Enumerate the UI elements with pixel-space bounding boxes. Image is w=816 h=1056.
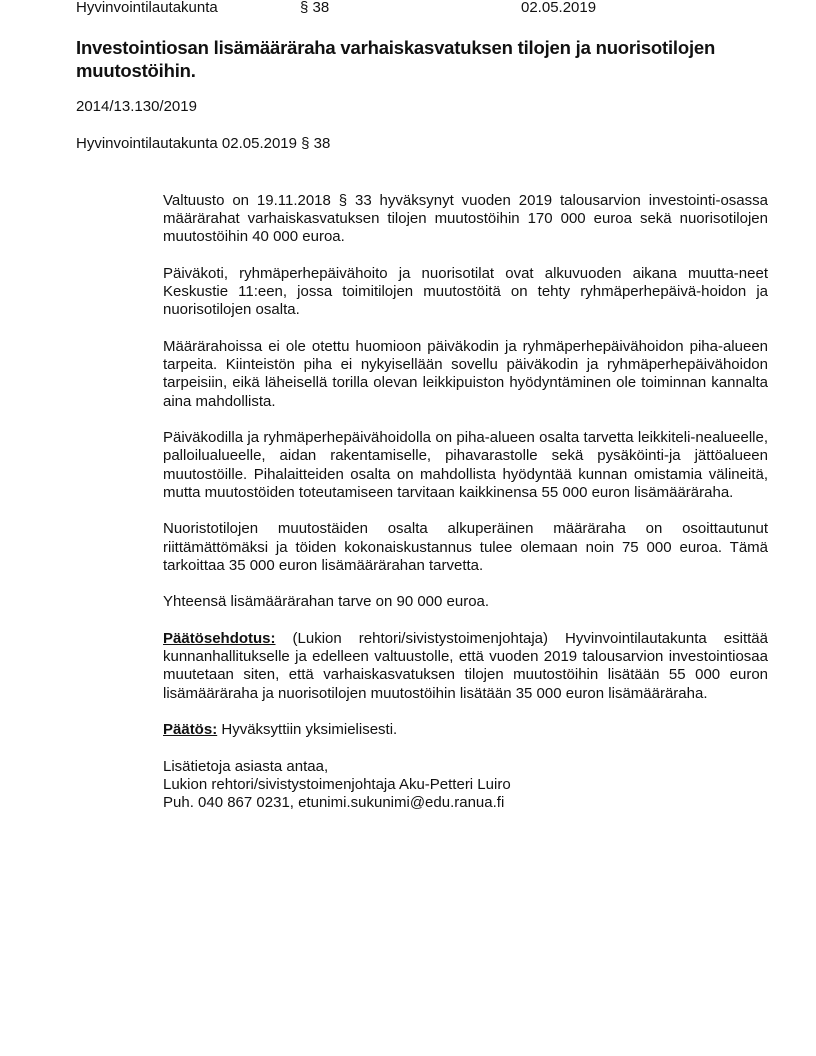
contact-intro: Lisätietoja asiasta antaa, <box>163 757 329 775</box>
decision-text: Hyväksyttiin yksimielisesti. <box>217 721 398 739</box>
paragraph-yard-needs: Määrärahoissa ei ole otettu huomioon päiväkodin ja ryhmäperhepäivähoidon piha-alueen tarpeita. Kiinteistön piha ei nykyisellään sovellu päiväkodin ja ryhmäperhepäivähoidon tarpeisiin, eikä läheisellä torilla olevan leikkipuiston hyödyntäminen ole toiminnan kannalta aina mahdollista. <box>163 338 768 410</box>
header-body-name: Hyvinvointilautakunta <box>76 0 218 16</box>
contact-info <box>163 758 768 813</box>
proposal-text: (Lukion rehtori/sivistystoimenjohtaja) Hyvinvointilautakunta esittää kunnanhallitukselle ja edelleen valtuustolle, että vuoden 2019 talousarvion investointiosaa muutetaan siten, että varhaiskasvatuksen tilojen muutostöihin lisätään 55 000 euron lisämääräraha ja nuorisotilojen muutostöihin lisätään 35 000 euron lisämääräraha. <box>163 630 768 702</box>
decision-paragraph <box>163 721 768 739</box>
document-title: Investointiosan lisämääräraha varhaiskasvatuksen tilojen ja nuorisotilojen muutostöihin. <box>76 37 716 81</box>
paragraph-youth-costs: Nuoristotilojen muutostäiden osalta alkuperäinen määräraha on osoittautunut riittämättömäksi ja töiden kokonaiskustannus tulee olemaan noin 75 000 euroa. Tämä tarkoittaa 35 000 euron lisämäärärahan tarvetta. <box>163 520 768 574</box>
contact-phone-email: Puh. 040 867 0231, etunimi.sukunimi@edu.ranua.fi <box>163 794 505 812</box>
decision-label: Päätös: <box>163 721 218 739</box>
document-body <box>163 192 768 812</box>
meeting-reference: Hyvinvointilautakunta 02.05.2019 § 38 <box>76 135 331 152</box>
header-date: 02.05.2019 <box>521 0 597 16</box>
contact-person: Lukion rehtori/sivistystoimenjohtaja Aku-Petteri Luiro <box>163 776 511 793</box>
paragraph-relocation: Päiväkoti, ryhmäperhepäivähoito ja nuorisotilat ovat alkuvuoden aikana muutta-neet Keskustie 11:een, jossa toimitilojen muutostöitä on tehty ryhmäperhepäivä-hoidon ja nuorisotilojen osalta. <box>163 265 768 319</box>
proposal-label: Päätösehdotus: <box>163 630 276 647</box>
paragraph-total: Yhteensä lisämäärärahan tarve on 90 000 euroa. <box>163 593 490 611</box>
diary-number: 2014/13.130/2019 <box>76 98 197 115</box>
paragraph-budget-approval: Valtuusto on 19.11.2018 § 33 hyväksynyt vuoden 2019 talousarvion investointi-osassa määrärahat varhaiskasvatuksen tilojen muutostöihin 170 000 euroa sekä nuorisotilojen muutostöihin 40 000 euroa. <box>163 192 768 246</box>
header-section-number: § 38 <box>300 0 330 16</box>
page-header <box>76 0 776 19</box>
proposal-paragraph <box>163 630 768 703</box>
paragraph-yard-costs: Päiväkodilla ja ryhmäperhepäivähoidolla on piha-alueen osalta tarvetta leikkiteli-nealueelle, palloilualueelle, aidan rakentamiselle, pihavarastolle sekä pysäköinti-ja jättöalueen muutostöille. Pihalaitteiden osalta on mahdollista hyödyntää kunnan omistamia välineitä, mutta muutostöiden toteutamiseen tarvitaan kaikkinensa 55 000 euron lisämääräraha. <box>163 429 768 501</box>
